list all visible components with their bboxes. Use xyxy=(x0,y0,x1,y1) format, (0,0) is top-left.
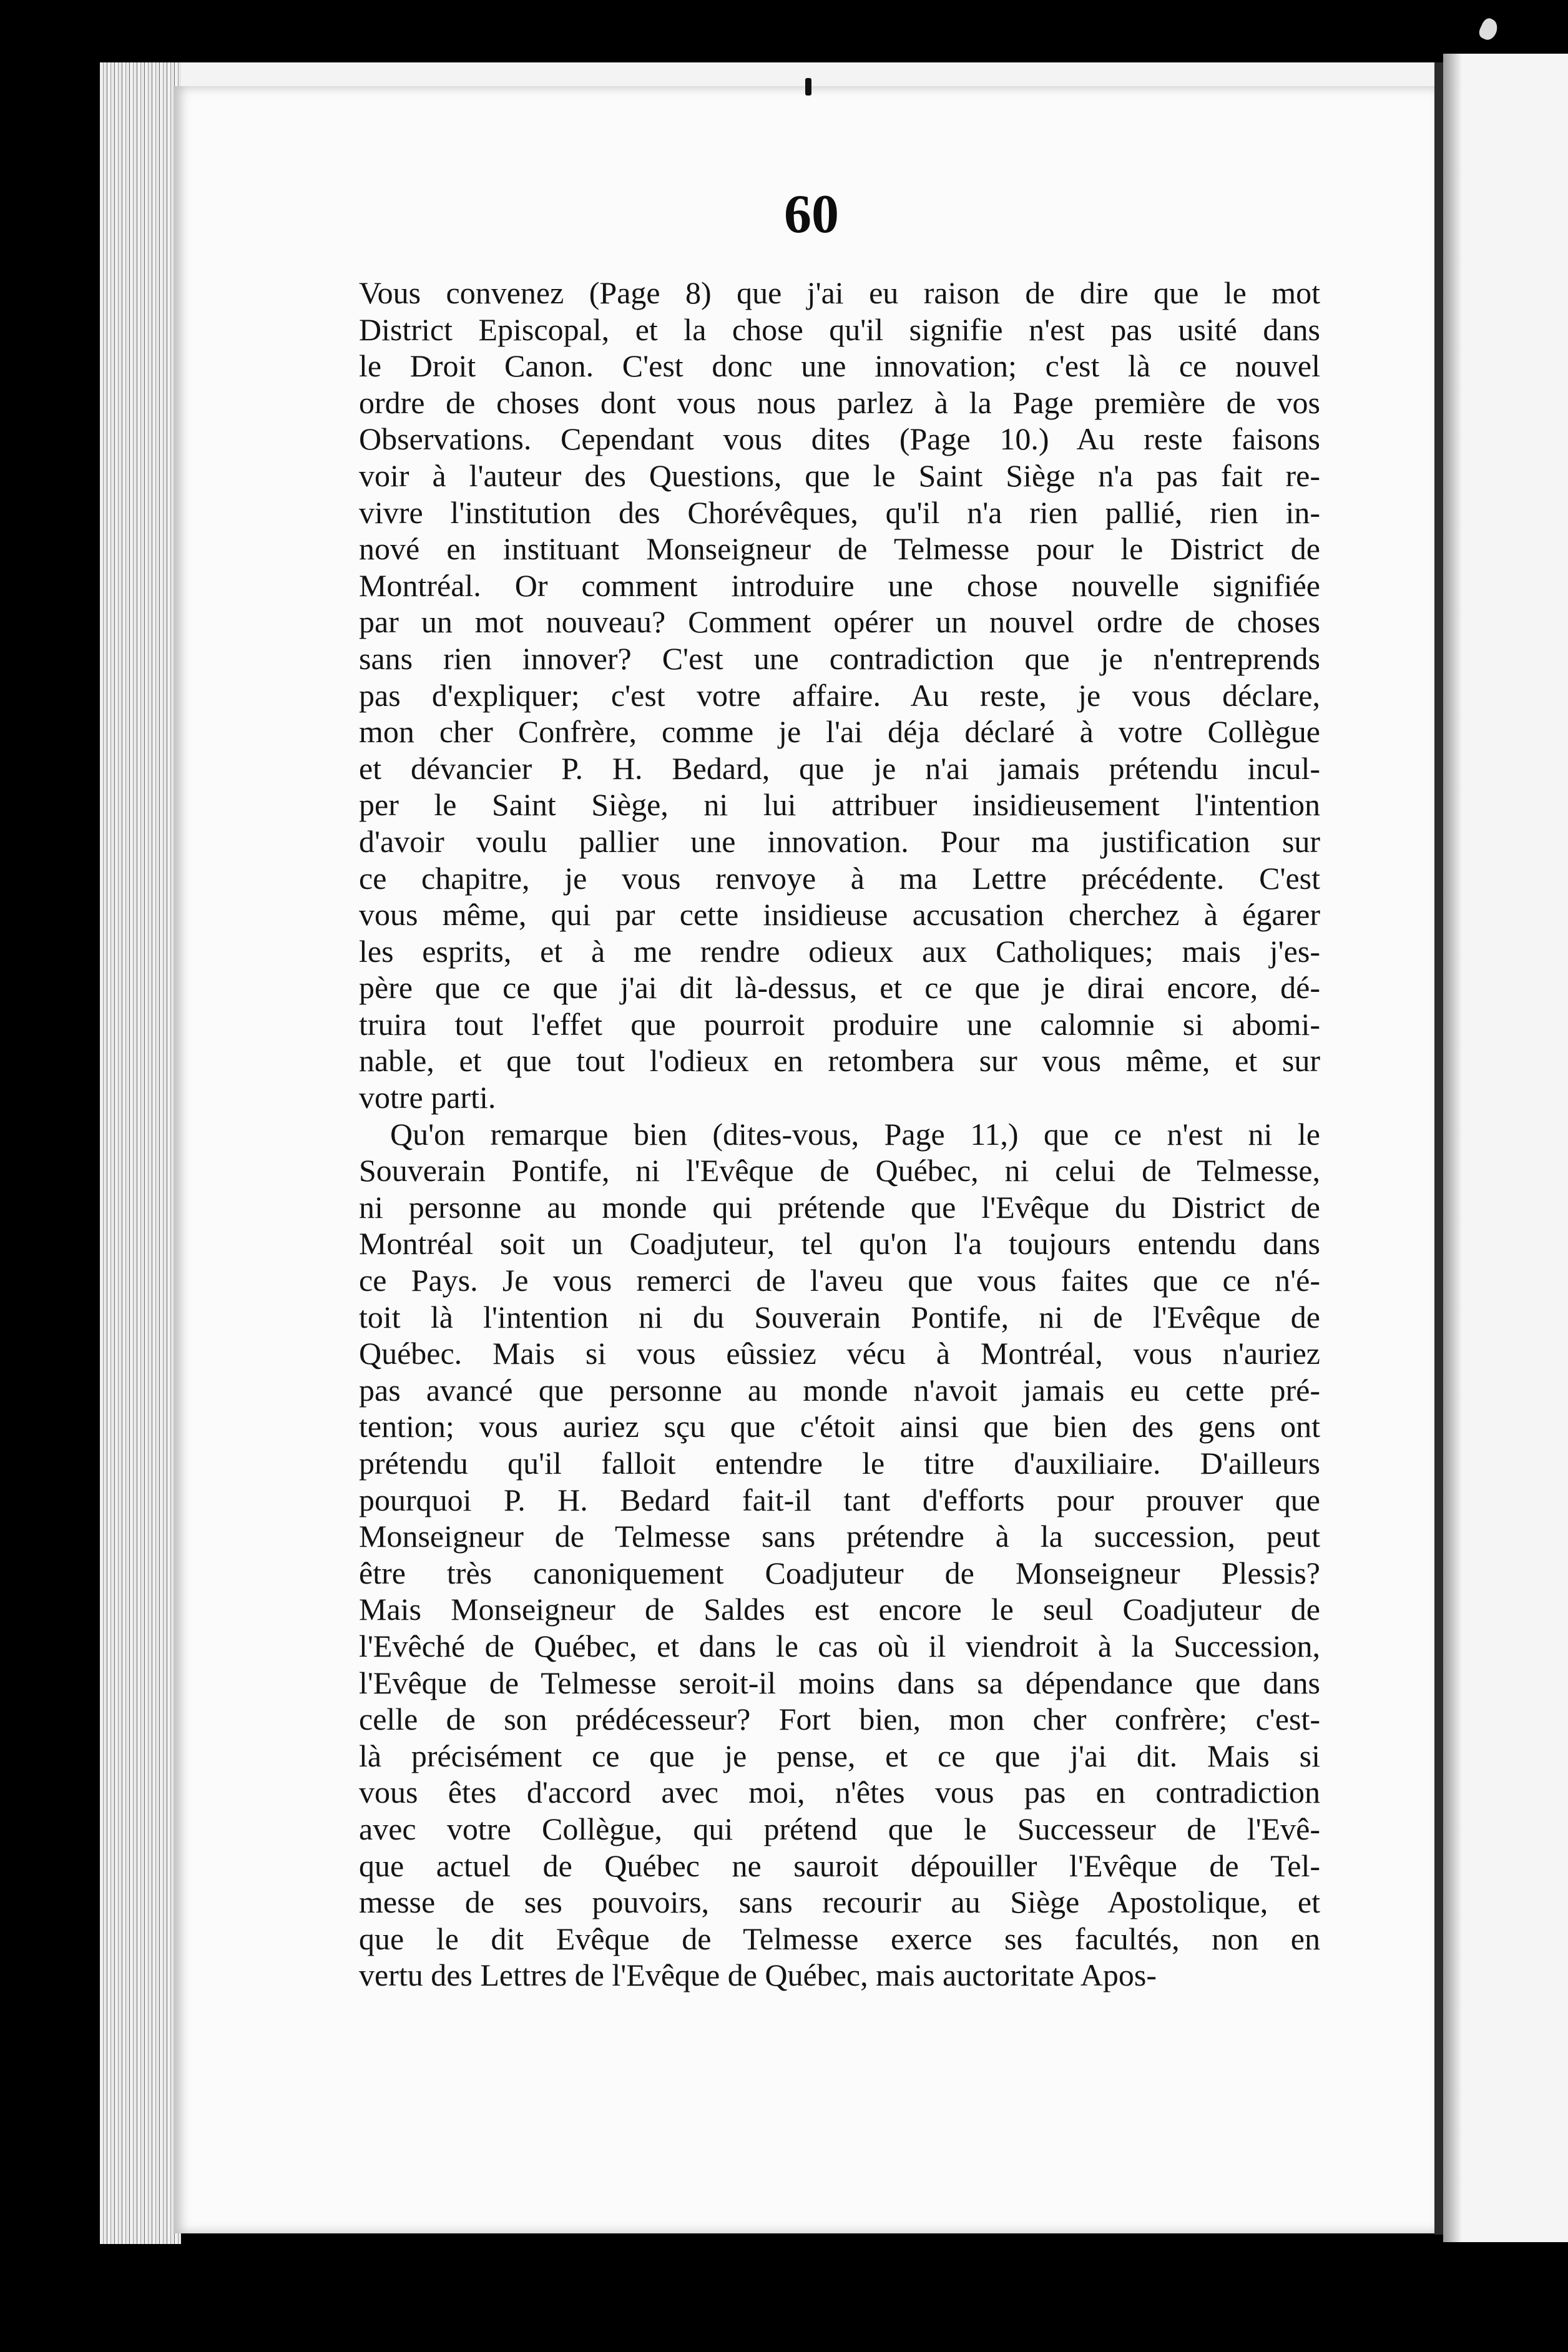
text-line: District Episcopal, et la chose qu'il signifie n'est pas usité dans xyxy=(359,311,1320,347)
text-line: le Droit Canon. C'est donc une innovation; c'est là ce nouvel xyxy=(359,348,1320,384)
facing-page-edge xyxy=(1443,54,1568,2242)
book-top-edge xyxy=(100,62,1442,87)
text-line: avec votre Collègue, qui prétend que le Successeur de l'Evê- xyxy=(359,1811,1320,1846)
text-line: pas avancé que personne au monde n'avoit jamais eu cette pré- xyxy=(359,1372,1320,1408)
text-line: Observations. Cependant vous dites (Page 10.) Au reste faisons xyxy=(359,421,1320,457)
text-line: là précisément ce que je pense, et ce que j'ai dit. Mais si xyxy=(359,1738,1320,1773)
text-line: être très canoniquement Coadjuteur de Monseigneur Plessis? xyxy=(359,1555,1320,1590)
text-line: l'Evêque de Telmesse seroit-il moins dans sa dépendance que dans xyxy=(359,1665,1320,1700)
text-line: que le dit Evêque de Telmesse exerce ses facultés, non en xyxy=(359,1921,1320,1956)
text-line: sans rien innover? C'est une contradiction que je n'entreprends xyxy=(359,640,1320,676)
gutter-shadow xyxy=(1443,54,1462,2242)
text-line: Québec. Mais si vous eûssiez vécu à Montréal, vous n'auriez xyxy=(359,1336,1320,1371)
text-line: par un mot nouveau? Comment opérer un nouvel ordre de choses xyxy=(359,604,1320,640)
ink-mark xyxy=(805,78,811,96)
text-line: voir à l'auteur des Questions, que le Saint Siège n'a pas fait re- xyxy=(359,458,1320,493)
text-line: ce chapitre, je vous renvoye à ma Lettre précédente. C'est xyxy=(359,860,1320,896)
text-line: Vous convenez (Page 8) que j'ai eu raison de dire que le mot xyxy=(359,275,1320,310)
body-text xyxy=(359,275,1320,1994)
text-line: ce Pays. Je vous remerci de l'aveu que vous faites que ce n'é- xyxy=(359,1263,1320,1298)
text-line: per le Saint Siège, ni lui attribuer insidieusement l'intention xyxy=(359,787,1320,823)
text-line: vertu des Lettres de l'Evêque de Québec, mais auctoritate Apos- xyxy=(359,1958,1157,1993)
text-line: pas d'expliquer; c'est votre affaire. Au reste, je vous déclare, xyxy=(359,677,1320,713)
text-line: Qu'on remarque bien (dites-vous, Page 11,) que ce n'est ni le xyxy=(390,1116,1320,1152)
scan-speck xyxy=(1477,16,1501,42)
page-number: 60 xyxy=(784,184,839,245)
text-line: votre parti. xyxy=(359,1080,496,1115)
text-line: vous êtes d'accord avec moi, n'êtes vous pas en contradiction xyxy=(359,1775,1320,1810)
text-line: pourquoi P. H. Bedard fait-il tant d'efforts pour prouver que xyxy=(359,1482,1320,1517)
text-line: Mais Monseigneur de Saldes est encore le seul Coadjuteur de xyxy=(359,1592,1320,1627)
text-line: père que ce que j'ai dit là-dessus, et ce que je dirai encore, dé- xyxy=(359,970,1320,1006)
text-line: mon cher Confrère, comme je l'ai déja déclaré à votre Collègue xyxy=(359,714,1320,750)
text-line: prétendu qu'il falloit entendre le titre d'auxiliaire. D'ailleurs xyxy=(359,1446,1320,1481)
text-line: vivre l'institution des Chorévêques, qu'il n'a rien pallié, rien in- xyxy=(359,494,1320,530)
text-line: que actuel de Québec ne sauroit dépouiller l'Evêque de Tel- xyxy=(359,1848,1320,1883)
text-line: d'avoir voulu pallier une innovation. Pour ma justification sur xyxy=(359,823,1320,859)
text-line: toit là l'intention ni du Souverain Pontife, ni de l'Evêque de xyxy=(359,1299,1320,1335)
text-line: Souverain Pontife, ni l'Evêque de Québec, ni celui de Telmesse, xyxy=(359,1153,1320,1188)
text-line: messe de ses pouvoirs, sans recourir au Siège Apostolique, et xyxy=(359,1884,1320,1920)
book-page-edges xyxy=(100,62,181,2244)
text-line: ordre de choses dont vous nous parlez à la Page première de vos xyxy=(359,385,1320,420)
gutter-line xyxy=(1434,62,1443,2235)
text-line: tention; vous auriez sçu que c'étoit ainsi que bien des gens ont xyxy=(359,1409,1320,1444)
text-line: ni personne au monde qui prétende que l'Evêque du District de xyxy=(359,1189,1320,1225)
text-line: Monseigneur de Telmesse sans prétendre à la succession, peut xyxy=(359,1519,1320,1554)
text-line: et dévancier P. H. Bedard, que je n'ai jamais prétendu incul- xyxy=(359,750,1320,786)
text-line: nable, et que tout l'odieux en retombera sur vous même, et sur xyxy=(359,1043,1320,1079)
text-line: l'Evêché de Québec, et dans le cas où il viendroit à la Succession, xyxy=(359,1628,1320,1664)
text-line: nové en instituant Monseigneur de Telmesse pour le District de xyxy=(359,531,1320,567)
text-line: les esprits, et à me rendre odieux aux Catholiques; mais j'es- xyxy=(359,933,1320,969)
text-line: celle de son prédécesseur? Fort bien, mon cher confrère; c'est- xyxy=(359,1702,1320,1737)
text-line: Montréal soit un Coadjuteur, tel qu'on l'a toujours entendu dans xyxy=(359,1226,1320,1262)
text-line: vous même, qui par cette insidieuse accusation cherchez à égarer xyxy=(359,897,1320,933)
text-line: Montréal. Or comment introduire une chose nouvelle signifiée xyxy=(359,567,1320,603)
text-line: truira tout l'effet que pourroit produire une calomnie si abomi- xyxy=(359,1006,1320,1042)
